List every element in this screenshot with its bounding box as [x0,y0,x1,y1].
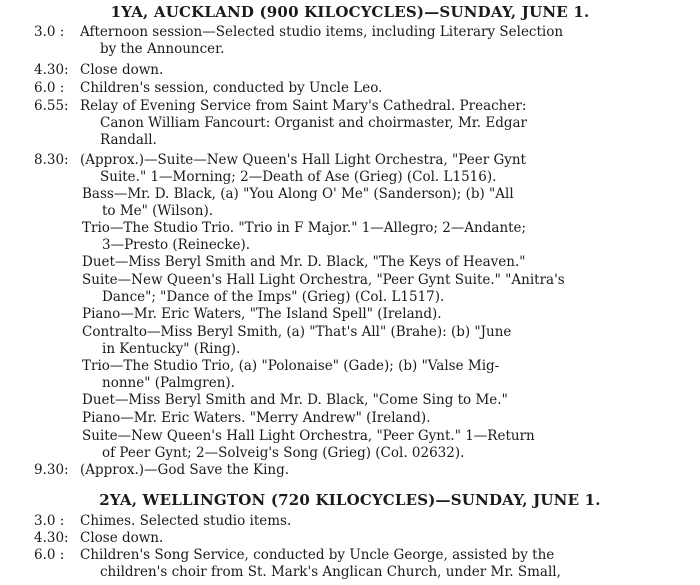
programme-item [82,272,685,306]
programme-item [82,220,685,254]
entry-time: 3.0 : [34,513,65,529]
item-line: Trio—The Studio Trio. "Trio in F Major." 1—Allegro; 2—Andante; [82,220,527,236]
item-line: Duet—Miss Beryl Smith and Mr. D. Black, "The Keys of Heaven." [82,254,526,270]
entry-text [80,98,685,149]
entry-time: 3.0 : [34,24,65,40]
entry-time: 4.30: [34,62,69,78]
entry-line: Chimes. Selected studio items. [80,513,292,529]
item-line: Piano—Mr. Eric Waters, "The Island Spell" (Ireland). [82,306,442,322]
item-line: nonne" (Palmgren). [102,375,235,391]
entry-text [80,80,685,97]
entry-line: Close down. [80,62,164,78]
entry-line: (Approx.)—God Save the King. [80,462,290,478]
entry-line: (Approx.)—Suite—New Queen's Hall Light Orchestra, "Peer Gynt [80,152,526,168]
entry-time: 8.30: [34,152,69,168]
entry-text [80,462,685,479]
entry-text [80,547,685,581]
entry-time: 6.55: [34,98,69,114]
section-heading-1ya: 1YA, AUCKLAND (900 KILOCYCLES)—SUNDAY, JUNE 1. [110,3,590,21]
item-line: Bass—Mr. D. Black, (a) "You Along O' Me" (Sanderson); (b) "All [82,186,514,202]
item-line: Dance"; "Dance of the Imps" (Grieg) (Col. L1517). [102,289,445,305]
programme-item [82,358,685,392]
entry-line: Suite." 1—Morning; 2—Death of Ase (Grieg) (Col. L1516). [100,169,497,185]
entry-line: Canon William Fancourt: Organist and choirmaster, Mr. Edgar [100,115,527,131]
entry-time: 9.30: [34,462,69,478]
entry-text [80,62,685,79]
entry-time: 6.0 : [34,80,65,96]
programme-item [82,186,685,220]
entry-text [80,152,685,186]
entry-line: by the Announcer. [100,41,225,57]
programme-item [82,410,685,427]
section-heading-2ya: 2YA, WELLINGTON (720 KILOCYCLES)—SUNDAY, JUNE 1. [99,491,601,509]
item-line: Suite—New Queen's Hall Light Orchestra, "Peer Gynt Suite." "Anitra's [82,272,565,288]
entry-line: Randall. [100,132,157,148]
item-line: Duet—Miss Beryl Smith and Mr. D. Black, "Come Sing to Me." [82,392,508,408]
entry-line: Children's session, conducted by Uncle Leo. [80,80,383,96]
item-line: in Kentucky" (Ring). [102,341,241,357]
programme-item [82,428,685,462]
item-line: Contralto—Miss Beryl Smith, (a) "That's All" (Brahe): (b) "June [82,324,512,340]
programme-item [82,306,685,323]
entry-time: 6.0 : [34,547,65,563]
entry-time: 4.30: [34,530,69,546]
item-line: Piano—Mr. Eric Waters. "Merry Andrew" (Ireland). [82,410,431,426]
item-line: to Me" (Wilson). [102,203,214,219]
entry-line: Afternoon session—Selected studio items, including Literary Selection [80,24,564,40]
programme-item [82,392,685,409]
programme-item [82,254,685,271]
entry-line: Relay of Evening Service from Saint Mary's Cathedral. Preacher: [80,98,527,114]
item-line: Suite—New Queen's Hall Light Orchestra, "Peer Gynt." 1—Return [82,428,535,444]
item-line: of Peer Gynt; 2—Solveig's Song (Grieg) (Col. 02632). [102,445,465,461]
entry-line: Children's Song Service, conducted by Uncle George, assisted by the [80,547,555,563]
entry-line: Close down. [80,530,164,546]
item-line: Trio—The Studio Trio, (a) "Polonaise" (Gade); (b) "Valse Mig- [82,358,500,374]
entry-text [80,530,685,547]
entry-line: children's choir from St. Mark's Anglican Church, under Mr. Small, [100,564,561,580]
entry-text [80,24,685,58]
programme-item [82,324,685,358]
item-line: 3—Presto (Reinecke). [102,237,251,253]
entry-text [80,513,685,530]
